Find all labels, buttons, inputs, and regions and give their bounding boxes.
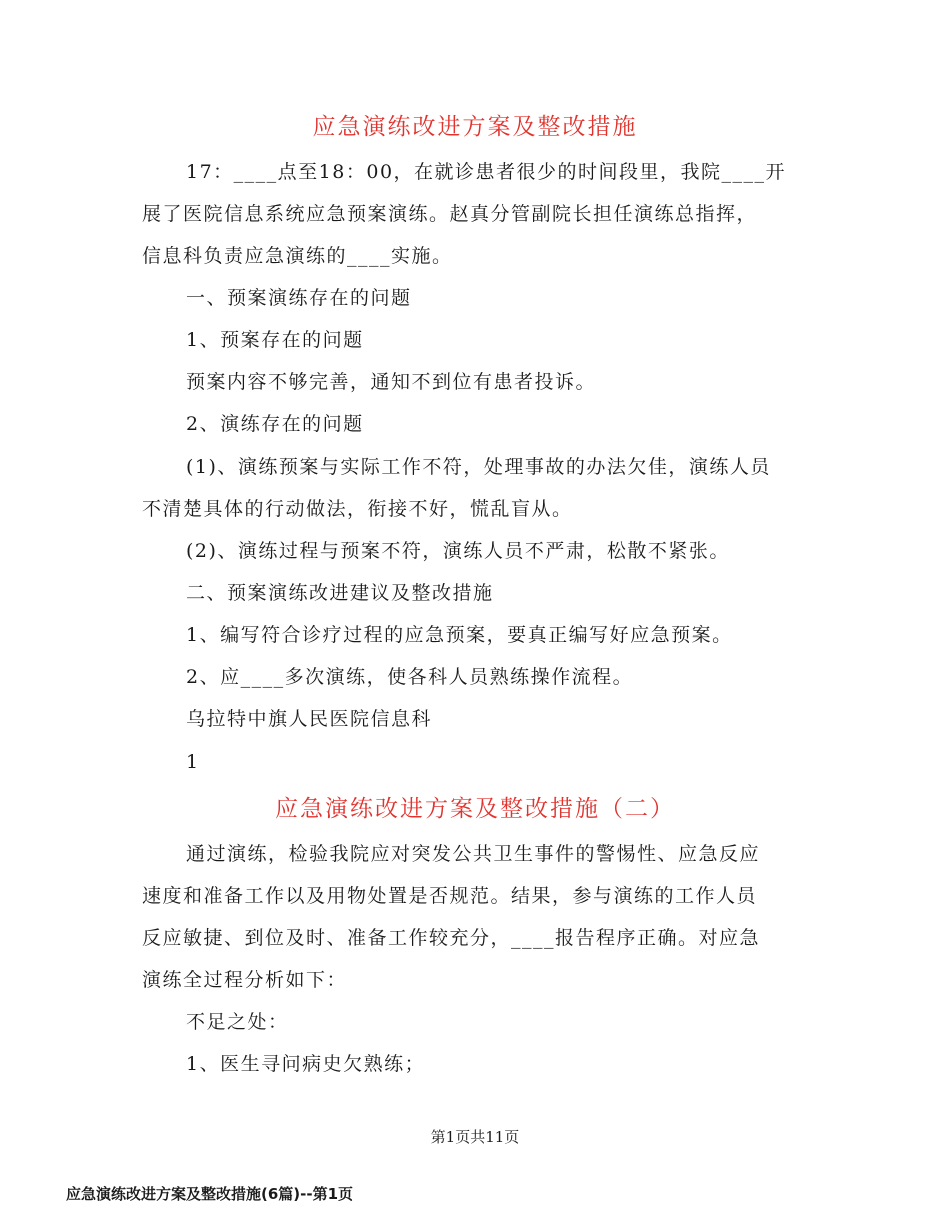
section1-line-8: (1)、演练预案与实际工作不符，处理事故的办法欠佳，演练人员 xyxy=(186,456,771,478)
section1-subheading-1: 1、预案存在的问题 xyxy=(186,329,364,351)
section1-number: 1 xyxy=(186,751,200,773)
section2-line-5: 不足之处： xyxy=(186,1011,289,1033)
section1-line-10: (2)、演练过程与预案不符，演练人员不严肃，松散不紧张。 xyxy=(186,540,730,562)
section1-line-13: 2、应____多次演练，使各科人员熟练操作流程。 xyxy=(186,666,634,688)
section1-line-12: 1、编写符合诊疗过程的应急预案，要真正编写好应急预案。 xyxy=(186,624,733,646)
section1-heading-2: 二、预案演练改进建议及整改措施 xyxy=(186,582,494,604)
section2-line-1: 通过演练，检验我院应对突发公共卫生事件的警惕性、应急反应 xyxy=(186,843,761,865)
section2-line-3: 反应敏捷、到位及时、准备工作较充分，____报告程序正确。对应急 xyxy=(142,927,761,949)
section1-title: 应急演练改进方案及整改措施 xyxy=(312,114,638,140)
section1-heading-1: 一、预案演练存在的问题 xyxy=(186,287,412,309)
section2-line-6: 1、医生寻问病史欠熟练； xyxy=(186,1053,426,1075)
section1-signature: 乌拉特中旗人民医院信息科 xyxy=(186,708,433,730)
section1-line-6: 预案内容不够完善，通知不到位有患者投诉。 xyxy=(186,371,597,393)
section1-line-3: 信息科负责应急演练的____实施。 xyxy=(142,245,453,267)
section1-line-9: 不清楚具体的行动做法，衔接不好，慌乱盲从。 xyxy=(142,498,573,520)
section1-line-1: 17：____点至18：00，在就诊患者很少的时间段里，我院____开 xyxy=(186,161,787,183)
page-number: 第1页共11页 xyxy=(430,1128,520,1146)
section1-line-2: 展了医院信息系统应急预案演练。赵真分管副院长担任演练总指挥， xyxy=(142,203,758,225)
document-caption: 应急演练改进方案及整改措施(6篇)--第1页 xyxy=(66,1185,354,1203)
section1-subheading-2: 2、演练存在的问题 xyxy=(186,413,364,435)
section2-line-2: 速度和准备工作以及用物处置是否规范。结果，参与演练的工作人员 xyxy=(142,885,758,907)
section2-line-4: 演练全过程分析如下： xyxy=(142,969,348,991)
section2-title: 应急演练改进方案及整改措施（二） xyxy=(275,796,675,822)
